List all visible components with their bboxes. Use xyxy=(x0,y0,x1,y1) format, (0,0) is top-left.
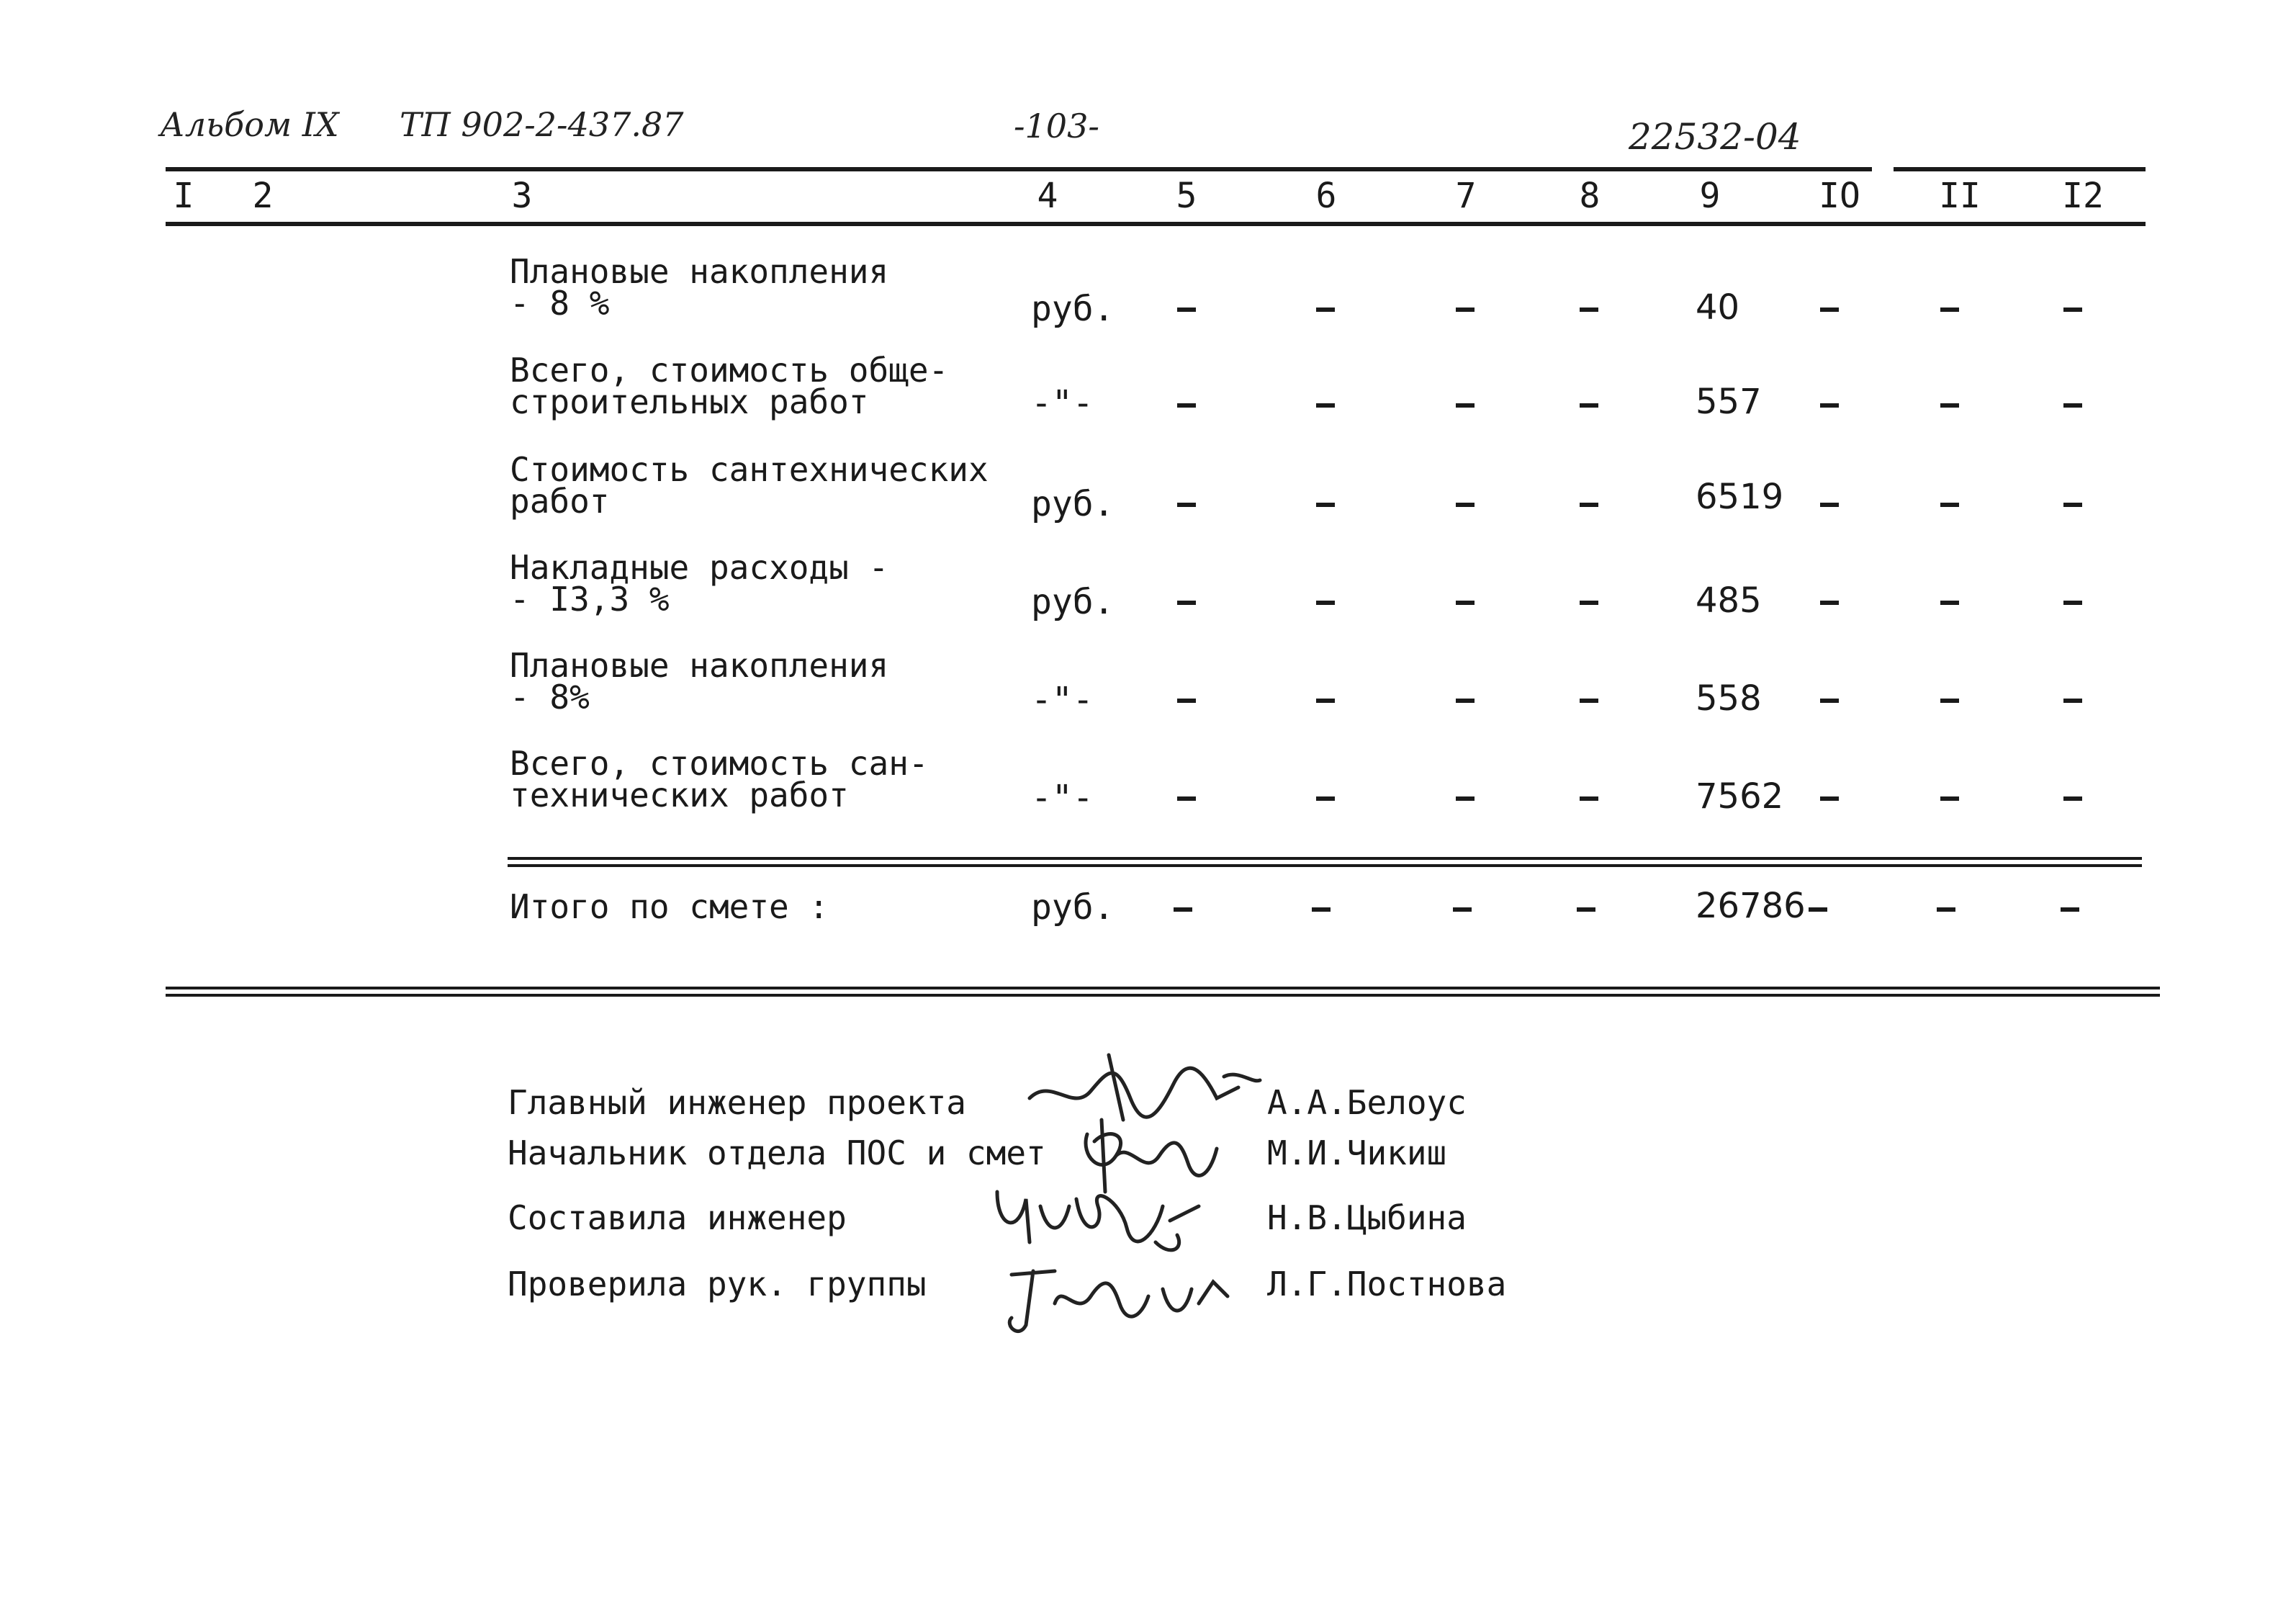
column-number: I xyxy=(173,176,194,216)
empty-cell-dash xyxy=(1177,403,1196,408)
empty-cell-dash xyxy=(1177,601,1196,605)
column-number: 7 xyxy=(1455,176,1477,216)
empty-cell-dash xyxy=(2063,601,2082,605)
empty-cell-dash xyxy=(1580,308,1598,312)
row-value: 557 xyxy=(1696,382,1762,422)
empty-cell-dash xyxy=(2063,403,2082,408)
row-value: 558 xyxy=(1696,678,1762,719)
empty-cell-dash xyxy=(1456,403,1475,408)
handwritten-signature xyxy=(990,1177,1206,1264)
empty-cell-dash xyxy=(1580,699,1598,703)
row-description: Стоимость сантехнических работ xyxy=(510,450,989,521)
empty-cell-dash xyxy=(1820,699,1839,703)
row-unit: -"- xyxy=(1031,383,1094,423)
empty-cell-dash xyxy=(2063,796,2082,801)
total-separator-rule xyxy=(508,857,2142,860)
column-header-rule xyxy=(166,222,2146,226)
signatory-role: Начальник отдела ПОС и смет xyxy=(508,1134,1046,1172)
page-number: -103- xyxy=(1014,107,1099,145)
album-label: Альбом IX xyxy=(160,105,339,144)
row-value: 40 xyxy=(1696,287,1740,328)
empty-cell-dash xyxy=(1316,403,1335,408)
column-number: 2 xyxy=(252,176,274,216)
empty-cell-dash xyxy=(1580,796,1598,801)
row-unit: руб. xyxy=(1031,582,1115,622)
empty-cell-dash xyxy=(1940,503,1959,507)
column-number: 6 xyxy=(1315,176,1337,216)
document-number: 22532-04 xyxy=(1629,116,1801,158)
empty-cell-dash xyxy=(2063,699,2082,703)
empty-cell-dash xyxy=(1809,907,1827,912)
empty-cell-dash xyxy=(1940,308,1959,312)
empty-cell-dash xyxy=(1820,308,1839,312)
empty-cell-dash xyxy=(1940,403,1959,408)
signatory-name: М.И.Чикиш xyxy=(1267,1134,1447,1172)
row-description: Накладные расходы - - I3,3 % xyxy=(510,548,889,619)
empty-cell-dash xyxy=(1316,308,1335,312)
empty-cell-dash xyxy=(1456,503,1475,507)
column-number: 3 xyxy=(511,176,533,216)
empty-cell-dash xyxy=(1940,601,1959,605)
row-unit: руб. xyxy=(1031,289,1115,329)
empty-cell-dash xyxy=(2061,907,2079,912)
column-number: 9 xyxy=(1699,176,1721,216)
total-unit: руб. xyxy=(1031,887,1115,928)
table-bottom-rule xyxy=(166,987,2160,989)
empty-cell-dash xyxy=(1580,403,1598,408)
empty-cell-dash xyxy=(1456,308,1475,312)
row-description: Плановые накопления - 8 % xyxy=(510,252,889,323)
empty-cell-dash xyxy=(1453,907,1472,912)
empty-cell-dash xyxy=(1937,907,1955,912)
column-number: II xyxy=(1939,176,1981,216)
empty-cell-dash xyxy=(1316,503,1335,507)
column-number: 5 xyxy=(1176,176,1197,216)
empty-cell-dash xyxy=(1456,601,1475,605)
empty-cell-dash xyxy=(1316,699,1335,703)
column-number: 4 xyxy=(1037,176,1058,216)
empty-cell-dash xyxy=(1316,796,1335,801)
row-description: Всего, стоимость обще- строительных работ xyxy=(510,351,949,421)
empty-cell-dash xyxy=(1820,796,1839,801)
project-code: ТП 902-2-437.87 xyxy=(400,105,684,144)
column-number: IO xyxy=(1819,176,1860,216)
empty-cell-dash xyxy=(2063,308,2082,312)
header-rule-left xyxy=(166,167,1872,171)
header-rule-right xyxy=(1894,167,2146,171)
row-unit: -"- xyxy=(1031,680,1094,720)
handwritten-signature xyxy=(997,1253,1235,1347)
empty-cell-dash xyxy=(2063,503,2082,507)
empty-cell-dash xyxy=(1177,796,1196,801)
signatory-name: Л.Г.Постнова xyxy=(1267,1265,1507,1303)
empty-cell-dash xyxy=(1940,699,1959,703)
signatory-role: Главный инженер проекта xyxy=(508,1083,966,1122)
empty-cell-dash xyxy=(1820,601,1839,605)
row-description: Всего, стоимость сан- технических работ xyxy=(510,744,929,814)
empty-cell-dash xyxy=(1580,601,1598,605)
empty-cell-dash xyxy=(1577,907,1595,912)
row-unit: -"- xyxy=(1031,778,1094,818)
empty-cell-dash xyxy=(1456,796,1475,801)
total-separator-rule xyxy=(508,864,2142,867)
row-description: Плановые накопления - 8% xyxy=(510,646,889,717)
row-value: 6519 xyxy=(1696,477,1784,517)
empty-cell-dash xyxy=(1316,601,1335,605)
column-number: I2 xyxy=(2062,176,2104,216)
empty-cell-dash xyxy=(1177,308,1196,312)
row-unit: руб. xyxy=(1031,484,1115,524)
empty-cell-dash xyxy=(1312,907,1331,912)
signatory-name: А.А.Белоус xyxy=(1267,1083,1467,1122)
column-number: 8 xyxy=(1579,176,1601,216)
empty-cell-dash xyxy=(1580,503,1598,507)
table-bottom-rule xyxy=(166,994,2160,997)
empty-cell-dash xyxy=(1177,503,1196,507)
row-value: 7562 xyxy=(1696,776,1784,817)
signatory-role: Проверила рук. группы xyxy=(508,1265,927,1303)
total-value: 26786 xyxy=(1696,886,1806,926)
empty-cell-dash xyxy=(1177,699,1196,703)
empty-cell-dash xyxy=(1820,503,1839,507)
empty-cell-dash xyxy=(1940,796,1959,801)
signatory-role: Составила инженер xyxy=(508,1198,847,1237)
signatory-name: Н.В.Цыбина xyxy=(1267,1198,1467,1237)
row-value: 485 xyxy=(1696,580,1762,621)
empty-cell-dash xyxy=(1456,699,1475,703)
total-label: Итого по смете : xyxy=(510,887,829,926)
empty-cell-dash xyxy=(1820,403,1839,408)
empty-cell-dash xyxy=(1174,907,1192,912)
